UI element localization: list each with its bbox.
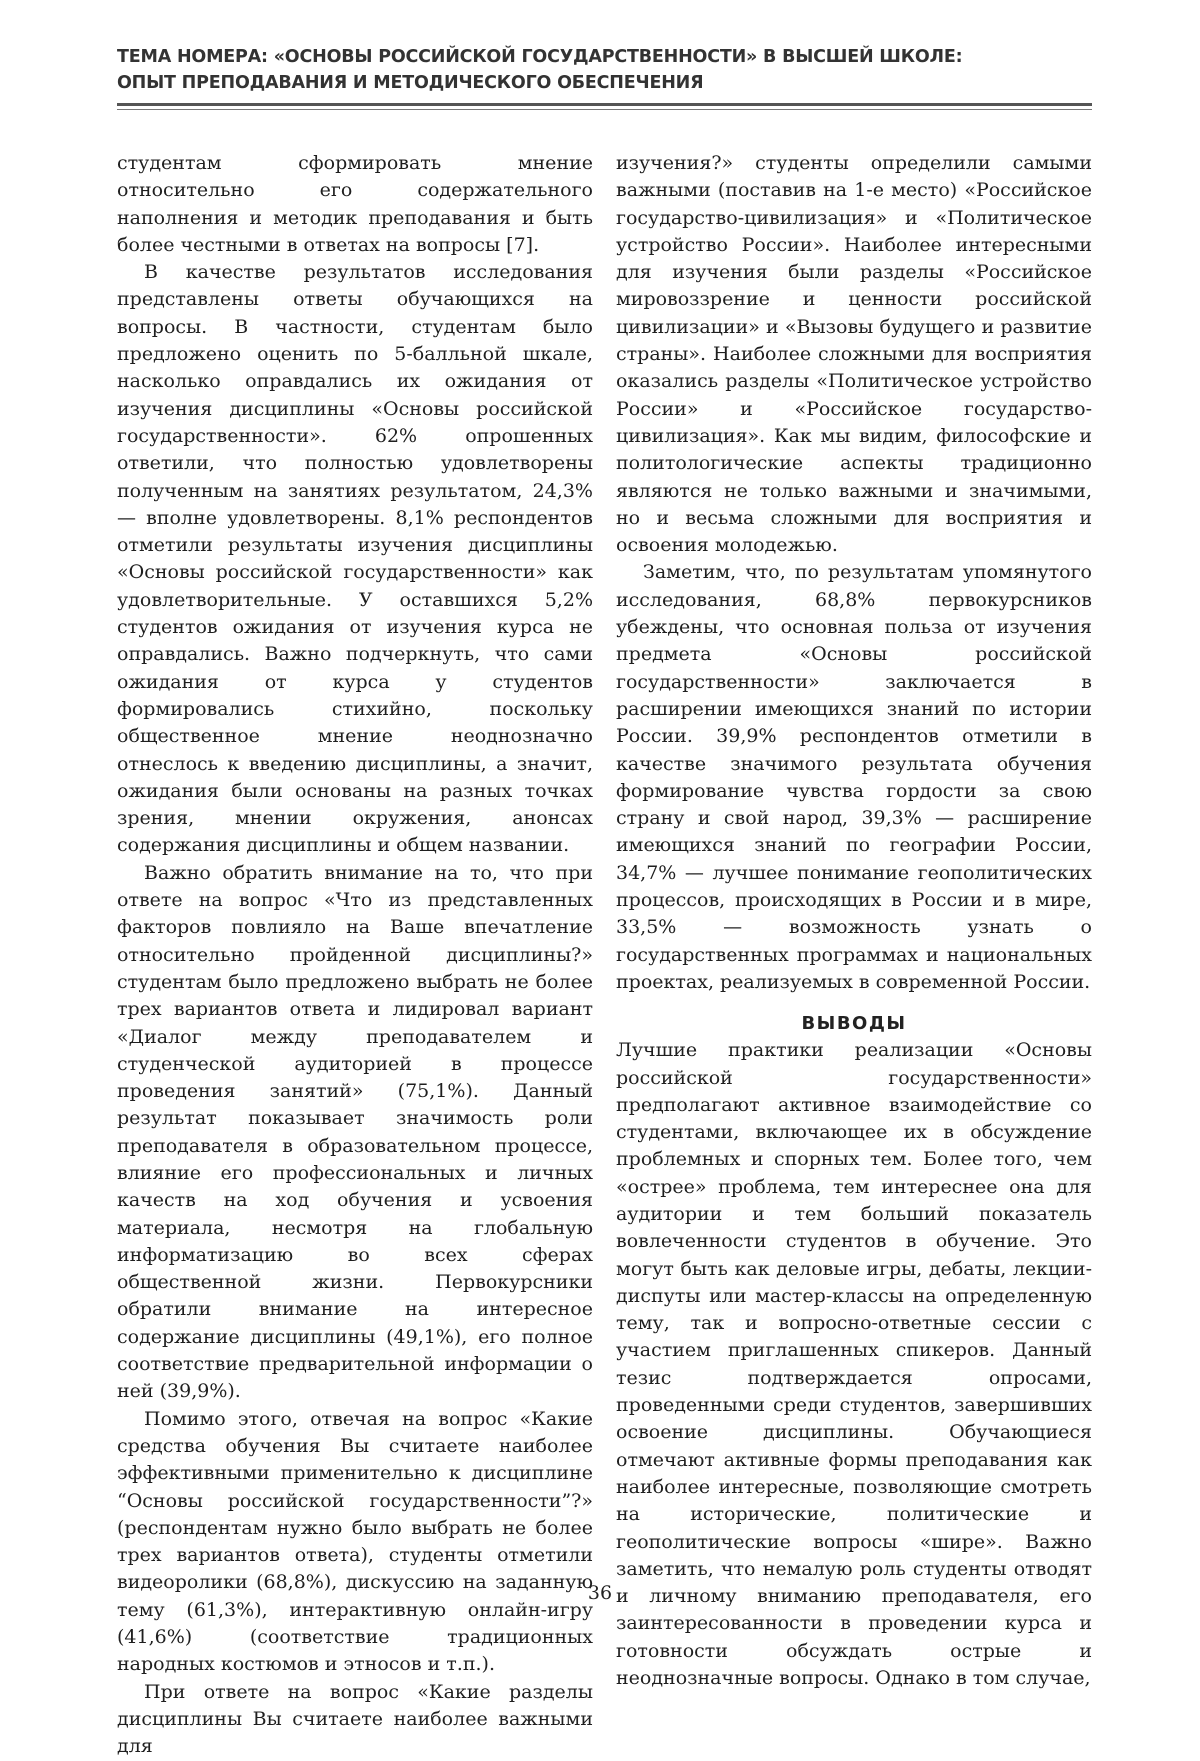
paragraph: изучения?» студенты определили самыми важными (поставив на 1-е место) «Российское государство-цивилизация» и «Политическое устройство России». Наиболее интересными для изучения были разделы «Российское мировоззрение и ценности российской цивилизации» и «Вызовы будущего и развитие страны». Наиболее сложными для восприятия оказались разделы «Политическое устройство России» и «Российское государство-цивилизация». Как мы видим, философские и политологические аспекты традиционно являются не только важными и значимыми, но и весьма сложными для восприятия и освоения молодежью. — [616, 152, 1092, 557]
paragraph: В качестве результатов исследования представлены ответы обучающихся на вопросы. В частности, студентам было предложено оценить по 5-балльной шкале, насколько оправдались их ожидания от изучения дисциплины «Основы российской государственности». 62% опрошенных ответили, что полностью удовлетворены полученным на занятиях результатом, 24,3% — вполне удовлетворены. 8,1% респондентов отметили результаты изучения дисциплины «Основы российской государственности» как удовлетворительные. У оставшихся 5,2% студентов ожидания от изучения курса не оправдались. Важно подчеркнуть, что сами ожидания от курса у студентов формировались стихийно, поскольку общественное мнение неоднозначно отнеслось к введению дисциплины, а значит, ожидания были основаны на разных точках зрения, мнении окружения, анонсах содержания дисциплины и общем названии. — [117, 261, 593, 857]
running-header-line-2: ОПЫТ ПРЕПОДАВАНИЯ И МЕТОДИЧЕСКОГО ОБЕСПЕЧЕНИЯ — [117, 73, 704, 93]
header-rule-thin — [117, 109, 1092, 110]
left-column — [117, 150, 593, 1761]
running-header-line-1: ТЕМА НОМЕРА: «ОСНОВЫ РОССИЙСКОЙ ГОСУДАРСТВЕННОСТИ» В ВЫСШЕЙ ШКОЛЕ: — [117, 47, 963, 67]
paragraph: При ответе на вопрос «Какие разделы дисциплины Вы считаете наиболее важными для — [117, 1680, 593, 1758]
section-heading-conclusions: ВЫВОДЫ — [801, 1013, 907, 1035]
header-rule-thick — [117, 103, 1092, 106]
paragraph: студентам сформировать мнение относительно его содержательного наполнения и методик преподавания и быть более честными в ответах на вопросы [7]. — [117, 152, 593, 256]
right-column — [616, 150, 1092, 1692]
conclusion-paragraph: Лучшие практики реализации «Основы российской государственности» предполагают активное взаимодействие со студентами, включающее их в обсуждение проблемных и спорных тем. Более того, чем «острее» проблема, тем интереснее она для аудитории и тем больший показатель вовлеченности студентов в обучение. Это могут быть как деловые игры, дебаты, лекции-диспуты или мастер-классы на определенную тему, так и вопросно-ответные сессии с участием приглашенных спикеров. Данный тезис подтверждается опросами, проведенными среди студентов, завершивших освоение дисциплины. Обучающиеся отмечают активные формы преподавания как наиболее интересные, позволяющие смотреть на исторические, политические и геополитические вопросы «шире». Важно заметить, что немалую роль студенты отводят и личному вниманию преподавателя, его заинтересованности в проведении курса и готовности обсуждать острые и неоднозначные вопросы. Однако в том случае, — [616, 1039, 1092, 1690]
paragraph: Помимо этого, отвечая на вопрос «Какие средства обучения Вы считаете наиболее эффективными применительно к дисциплине “Основы российской государственности”?» (респондентам нужно было выбрать не более трех вариантов ответа), студенты отметили видеоролики (68,8%), дискуссию на заданную тему (61,3%), интерактивную онлайн-игру (41,6%) (соответствие традиционных народных костюмов и этносов и т.п.). — [117, 1407, 593, 1676]
paragraph: Заметим, что, по результатам упомянутого исследования, 68,8% первокурсников убеждены, что основная польза от изучения предмета «Основы российской государственности» заключается в расширении имеющихся знаний по истории России. 39,9% респондентов отметили в качестве значимого результата обучения формирование чувства гордости за свою страну и свой народ, 39,3% — расширение имеющихся знаний по географии России, 34,7% — лучшее понимание геополитических процессов, происходящих в России и в мире, 33,5% — возможность узнать о государственных программах и национальных проектах, реализуемых в современной России. — [616, 561, 1092, 993]
running-header — [117, 44, 1092, 96]
page-number: 36 — [587, 1582, 613, 1604]
paragraph: Важно обратить внимание на то, что при ответе на вопрос «Что из представленных факторов повлияло на Ваше впечатление относительно пройденной дисциплины?» студентам было предложено выбрать не более трех вариантов ответа и лидировал вариант «Диалог между преподавателем и студенческой аудиторией в процессе проведения занятий» (75,1%). Данный результат показывает значимость роли преподавателя в образовательном процессе, влияние его профессиональных и личных качеств на ход обучения и усвоения материала, несмотря на глобальную информатизацию во всех сферах общественной жизни. Первокурсники обратили внимание на интересное содержание дисциплины (49,1%), его полное соответствие предварительной информации о ней (39,9%). — [117, 861, 593, 1403]
